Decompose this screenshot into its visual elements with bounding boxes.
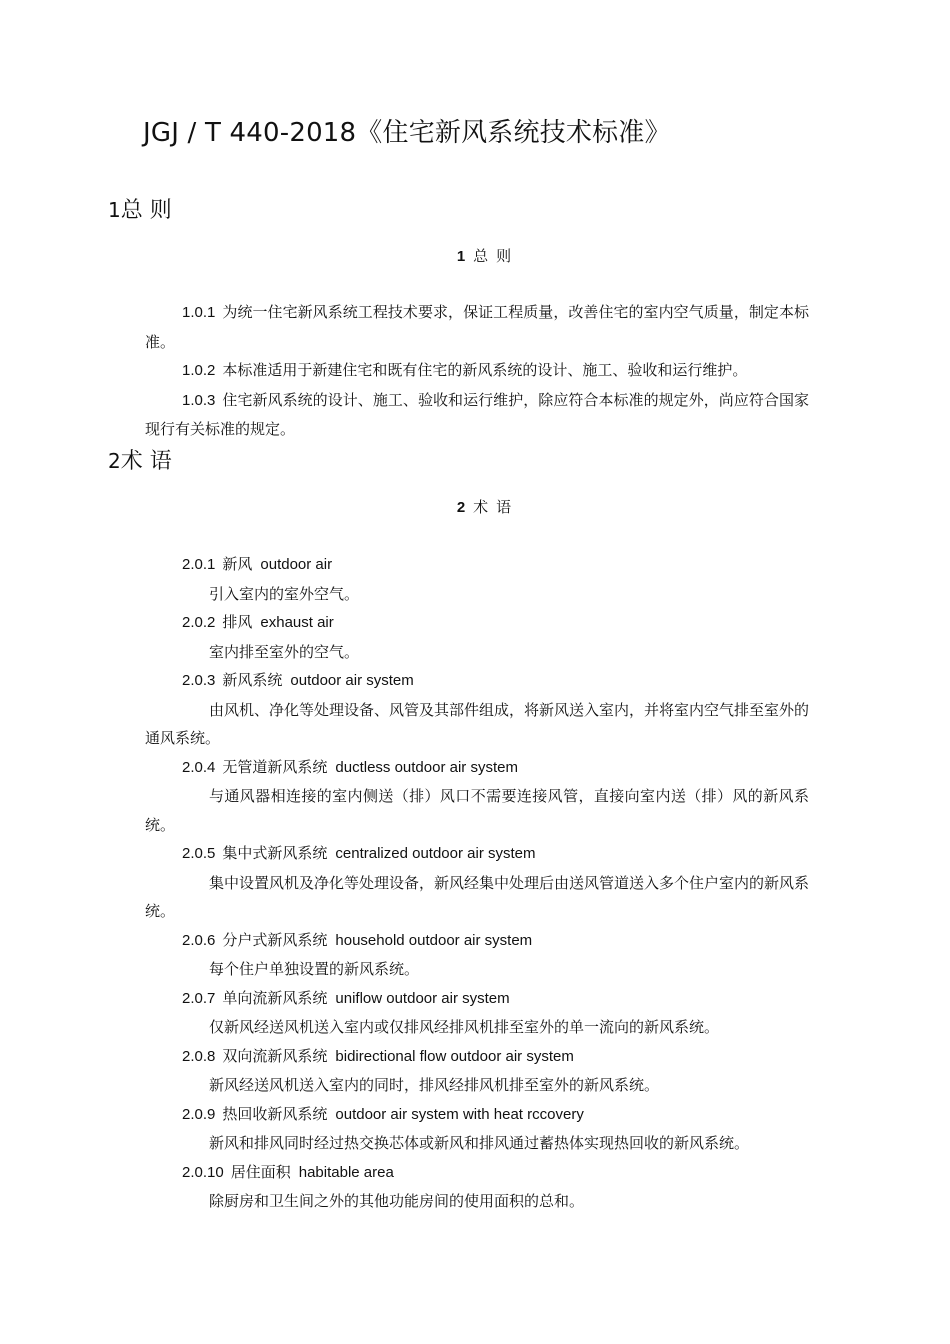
term-definition: 引入室内的室外空气。 — [209, 584, 360, 603]
term-english: habitable area — [298, 1163, 394, 1181]
term-number: 2.0.6 — [182, 931, 216, 949]
term-chinese: 无管道新风系统 — [222, 757, 328, 776]
general-provisions — [145, 298, 809, 444]
term-number: 2.0.9 — [182, 1105, 216, 1123]
term-definition: 仅新风经送风机送入室内或仅排风经排风机排至室外的单一流向的新风系统。 — [209, 1018, 720, 1036]
term-definition: 新风经送风机送入室内的同时，排风经排风机排至室外的新风系统。 — [209, 1076, 660, 1094]
term-chinese: 双向流新风系统 — [222, 1046, 328, 1065]
term-english: centralized outdoor air system — [335, 845, 536, 862]
outline-number: 2 — [108, 449, 121, 473]
term-number: 2.0.3 — [182, 672, 216, 689]
chapter-name: 术语 — [473, 498, 520, 516]
term-chinese: 新风系统 — [222, 671, 283, 689]
outline-number: 1 — [108, 198, 121, 222]
term-definition: 新风和排风同时经过热交换芯体或新风和排风通过蓄热体实现热回收的新风系统。 — [209, 1134, 750, 1152]
term-chinese: 热回收新风系统 — [222, 1104, 328, 1123]
term-chinese: 排风 — [222, 613, 253, 631]
term-definition: 室内排至室外的空气。 — [209, 642, 360, 661]
chapter-number: 2 — [456, 499, 466, 516]
outline-name: 总 则 — [120, 198, 172, 223]
term-english: uniflow outdoor air system — [335, 989, 510, 1007]
term-definition: 集中设置风机及净化等处理设备，新风经集中处理后由送风管道送入多个住户室内的新风系统。 — [145, 873, 810, 920]
term-chinese: 新风 — [222, 555, 253, 573]
chapter-number: 1 — [456, 248, 466, 265]
term-english: outdoor air system with heat rccovery — [335, 1105, 584, 1123]
chapter-name: 总则 — [473, 247, 520, 265]
term-heading — [145, 984, 809, 1014]
chapter-title-1 — [0, 245, 950, 266]
term-number: 2.0.7 — [182, 989, 216, 1007]
term-heading — [145, 753, 809, 783]
term-english: outdoor air system — [290, 672, 414, 689]
outline-heading-1 — [108, 193, 172, 224]
term-number: 2.0.10 — [182, 1163, 224, 1181]
clause — [145, 356, 809, 386]
term-number: 2.0.4 — [182, 758, 216, 776]
clause-text: 本标准适用于新建住宅和既有住宅的新风系统的设计、施工、验收和运行维护。 — [222, 361, 748, 379]
term-heading — [145, 1100, 809, 1130]
term-chinese: 单向流新风系统 — [222, 988, 328, 1007]
term-english: ductless outdoor air system — [335, 758, 518, 776]
document-title: JGJ / T 440-2018《住宅新风系统技术标准》 — [143, 118, 671, 148]
term-heading — [145, 550, 809, 580]
term-english: outdoor air — [260, 556, 333, 573]
outline-heading-2 — [108, 444, 172, 475]
clause — [145, 386, 809, 444]
term-definition: 除厨房和卫生间之外的其他功能房间的使用面积的总和。 — [209, 1192, 585, 1210]
term-english: exhaust air — [260, 614, 334, 631]
term-english: bidirectional flow outdoor air system — [335, 1047, 574, 1065]
term-number: 2.0.5 — [182, 845, 216, 862]
term-heading — [145, 608, 809, 638]
term-chinese: 分户式新风系统 — [222, 930, 328, 949]
outline-name: 术 语 — [120, 449, 172, 474]
clause-text: 住宅新风系统的设计、施工、验收和运行维护，除应符合本标准的规定外，尚应符合国家现行有关标准的规定。 — [145, 390, 809, 438]
term-definition: 每个住户单独设置的新风系统。 — [209, 960, 420, 978]
term-number: 2.0.8 — [182, 1047, 216, 1065]
term-english: household outdoor air system — [335, 931, 533, 949]
term-number: 2.0.2 — [182, 614, 216, 631]
term-heading — [145, 1042, 809, 1072]
term-heading — [145, 666, 809, 696]
term-definition: 由风机、净化等处理设备、风管及其部件组成，将新风送入室内，并将室内空气排至室外的通风系统。 — [145, 700, 810, 747]
term-heading — [145, 1158, 809, 1188]
clause-number: 1.0.1 — [182, 304, 216, 321]
term-heading — [145, 926, 809, 956]
term-definition: 与通风器相连接的室内侧送（排）风口不需要连接风管，直接向室内送（排）风的新风系统。 — [145, 787, 809, 834]
term-number: 2.0.1 — [182, 556, 216, 573]
chapter-title-2 — [0, 496, 950, 517]
clause-number: 1.0.3 — [182, 391, 216, 409]
term-chinese: 集中式新风系统 — [222, 844, 328, 862]
terms-list — [145, 550, 809, 1216]
clause-number: 1.0.2 — [182, 362, 216, 379]
clause — [145, 298, 809, 356]
term-chinese: 居住面积 — [230, 1162, 291, 1181]
clause-text: 为统一住宅新风系统工程技术要求，保证工程质量，改善住宅的室内空气质量，制定本标准。 — [145, 303, 809, 351]
term-heading — [145, 839, 809, 869]
